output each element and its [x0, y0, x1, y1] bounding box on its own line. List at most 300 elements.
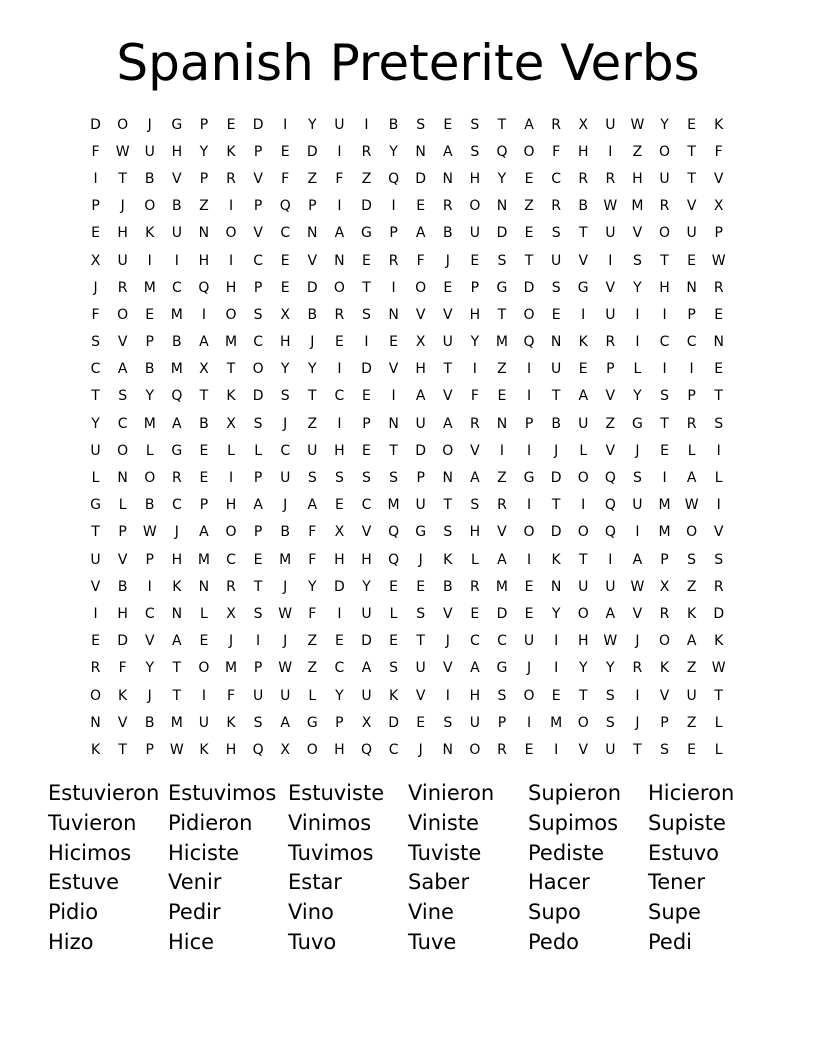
grid-letter: T — [226, 361, 236, 378]
word-bank-item: Vine — [408, 900, 454, 925]
grid-letter: E — [551, 687, 561, 704]
grid-letter: T — [172, 660, 182, 677]
grid-letter: O — [225, 524, 237, 541]
grid-letter: D — [361, 633, 372, 650]
grid-letter: N — [713, 334, 724, 351]
grid-letter: I — [201, 687, 206, 704]
grid-row — [82, 709, 732, 736]
grid-letter: X — [226, 415, 236, 432]
grid-letter: E — [145, 306, 155, 323]
grid-letter: F — [470, 388, 479, 405]
grid-letter: S — [551, 279, 561, 296]
grid-letter: J — [310, 334, 315, 351]
grid-letter: M — [279, 551, 292, 568]
grid-letter: I — [608, 143, 613, 160]
grid-letter: O — [117, 306, 129, 323]
grid-letter: W — [711, 660, 726, 677]
grid-letter: Q — [388, 524, 400, 541]
grid-letter: H — [171, 143, 183, 160]
grid-letter: O — [469, 198, 481, 215]
grid-letter: I — [581, 306, 586, 323]
grid-letter: Z — [307, 415, 318, 432]
grid-letter: S — [416, 116, 426, 133]
grid-letter: R — [551, 198, 561, 215]
grid-row — [82, 437, 732, 464]
grid-letter: L — [308, 687, 317, 704]
grid-letter: B — [117, 578, 128, 595]
grid-letter: T — [660, 252, 669, 269]
grid-letter: F — [226, 687, 236, 704]
grid-letter: V — [442, 605, 453, 622]
grid-letter: S — [389, 660, 399, 677]
grid-row — [82, 138, 732, 165]
grid-letter: M — [224, 334, 238, 351]
word-bank-item: Tuviste — [408, 840, 482, 865]
grid-letter: I — [716, 497, 721, 514]
grid-letter: T — [687, 143, 696, 160]
grid-letter: V — [415, 306, 426, 323]
grid-letter: S — [280, 388, 290, 405]
grid-letter: K — [226, 714, 236, 731]
grid-letter: Z — [307, 660, 318, 677]
grid-letter: N — [171, 605, 183, 622]
grid-row — [82, 628, 732, 655]
grid-letter: E — [334, 334, 344, 351]
grid-letter: I — [228, 198, 234, 215]
word-bank-item: Estar — [288, 870, 342, 895]
grid-letter: K — [443, 551, 453, 568]
grid-letter: Y — [606, 660, 615, 677]
grid-letter: R — [442, 198, 453, 215]
grid-letter: Q — [388, 170, 400, 187]
grid-letter: P — [687, 388, 696, 405]
grid-letter: A — [605, 605, 616, 622]
grid-letter: I — [716, 442, 721, 459]
grid-letter: M — [170, 714, 183, 731]
grid-letter: D — [361, 198, 372, 215]
grid-letter: U — [469, 225, 480, 242]
grid-letter: E — [660, 442, 669, 459]
grid-letter: P — [253, 660, 263, 677]
word-bank-item: Pidio — [48, 900, 99, 925]
grid-letter: P — [253, 198, 263, 215]
grid-letter: H — [117, 605, 128, 622]
grid-letter: V — [659, 687, 670, 704]
grid-letter: V — [361, 524, 372, 541]
grid-letter: C — [686, 334, 697, 351]
grid-letter: F — [335, 170, 344, 187]
grid-row — [82, 519, 732, 546]
grid-letter: L — [118, 497, 127, 514]
grid-letter: S — [307, 470, 317, 487]
grid-letter: I — [445, 687, 450, 704]
grid-letter: S — [470, 116, 480, 133]
grid-letter: T — [389, 442, 398, 459]
grid-letter: A — [117, 361, 128, 378]
grid-letter: S — [253, 605, 263, 622]
grid-letter: F — [118, 660, 127, 677]
grid-letter: D — [550, 470, 562, 487]
grid-row — [82, 193, 732, 220]
grid-letter: P — [335, 714, 344, 731]
grid-letter: E — [362, 252, 371, 269]
grid-letter: W — [630, 116, 645, 133]
grid-letter: D — [496, 605, 508, 622]
grid-row — [82, 356, 732, 383]
grid-letter: V — [117, 334, 128, 351]
grid-letter: W — [169, 741, 184, 758]
grid-letter: E — [362, 388, 371, 405]
grid-letter: H — [361, 551, 372, 568]
grid-letter: B — [388, 116, 399, 133]
grid-letter: P — [660, 714, 669, 731]
grid-letter: I — [526, 497, 532, 514]
grid-letter: M — [224, 660, 238, 677]
grid-letter: R — [551, 116, 561, 133]
grid-letter: F — [308, 524, 317, 541]
grid-letter: H — [334, 741, 345, 758]
grid-letter: O — [117, 442, 129, 459]
grid-row — [82, 329, 732, 356]
grid-letter: S — [497, 687, 507, 704]
grid-letter: V — [442, 306, 453, 323]
grid-letter: F — [91, 306, 100, 323]
grid-letter: N — [388, 306, 399, 323]
grid-letter: Y — [308, 361, 317, 378]
grid-letter: I — [283, 116, 288, 133]
grid-letter: K — [388, 687, 399, 704]
grid-letter: T — [199, 388, 209, 405]
grid-letter: U — [686, 225, 697, 242]
grid-letter: K — [659, 660, 670, 677]
grid-letter: S — [470, 497, 480, 514]
grid-letter: N — [415, 143, 426, 160]
grid-letter: T — [443, 497, 453, 514]
grid-letter: Q — [523, 334, 535, 351]
word-bank-item: Supe — [648, 900, 701, 925]
grid-letter: W — [603, 633, 618, 650]
grid-letter: B — [144, 170, 155, 187]
grid-letter: I — [554, 741, 559, 758]
grid-letter: D — [252, 116, 264, 133]
grid-letter: Y — [145, 388, 155, 405]
grid-letter: A — [199, 334, 209, 351]
grid-letter: L — [200, 605, 208, 622]
grid-letter: E — [524, 578, 534, 595]
grid-letter: Q — [252, 741, 264, 758]
grid-letter: L — [91, 470, 100, 487]
grid-letter: V — [497, 524, 507, 541]
grid-letter: G — [577, 279, 589, 296]
grid-letter: S — [253, 415, 263, 432]
grid-letter: R — [117, 279, 128, 296]
grid-letter: M — [170, 361, 183, 378]
grid-letter: J — [283, 415, 288, 432]
grid-letter: E — [578, 361, 588, 378]
grid-letter: A — [307, 497, 318, 514]
grid-letter: U — [415, 415, 426, 432]
grid-letter: M — [631, 198, 644, 215]
grid-letter: E — [280, 279, 290, 296]
grid-letter: J — [147, 116, 152, 133]
grid-letter: V — [578, 741, 589, 758]
grid-letter: A — [172, 633, 182, 650]
grid-letter: D — [415, 442, 427, 459]
grid-letter: O — [117, 116, 129, 133]
grid-letter: F — [91, 143, 100, 160]
grid-letter: O — [659, 143, 671, 160]
word-bank-item: Tener — [648, 870, 706, 895]
grid-letter: Y — [633, 388, 642, 405]
grid-letter: N — [442, 170, 453, 187]
grid-letter: J — [283, 633, 288, 650]
grid-letter: X — [415, 334, 426, 351]
grid-letter: Q — [604, 497, 616, 514]
grid-letter: U — [632, 497, 643, 514]
grid-letter: O — [577, 524, 589, 541]
grid-letter: N — [550, 334, 562, 351]
grid-letter: T — [714, 687, 723, 704]
word-bank-item: Hicimos — [48, 840, 132, 865]
word-bank-item: Venir — [168, 870, 222, 895]
grid-letter: W — [142, 524, 157, 541]
grid-letter: I — [147, 578, 152, 595]
grid-letter: Y — [145, 660, 155, 677]
grid-letter: O — [659, 225, 671, 242]
word-bank-item: Estuvo — [648, 840, 720, 865]
grid-letter: H — [469, 306, 481, 323]
grid-letter: Y — [362, 578, 371, 595]
grid-row — [82, 546, 732, 573]
grid-letter: Z — [686, 578, 697, 595]
grid-letter: I — [201, 306, 206, 323]
grid-letter: T — [308, 388, 317, 405]
grid-letter: U — [415, 660, 426, 677]
grid-letter: S — [253, 306, 263, 323]
grid-letter: R — [659, 198, 670, 215]
grid-letter: L — [254, 442, 263, 459]
grid-letter: B — [307, 306, 318, 323]
grid-letter: T — [578, 687, 588, 704]
grid-letter: X — [659, 578, 670, 595]
grid-letter: I — [174, 252, 179, 269]
grid-letter: O — [523, 687, 535, 704]
grid-letter: N — [334, 252, 345, 269]
grid-row — [82, 492, 732, 519]
grid-letter: V — [470, 442, 480, 459]
grid-letter: X — [280, 306, 290, 323]
grid-row — [82, 301, 732, 328]
grid-letter: U — [686, 687, 697, 704]
grid-letter: H — [415, 361, 426, 378]
grid-letter: E — [199, 470, 209, 487]
grid-letter: E — [524, 605, 534, 622]
grid-letter: X — [578, 116, 589, 133]
grid-letter: I — [608, 551, 613, 568]
grid-letter: O — [306, 741, 318, 758]
grid-letter: E — [687, 116, 697, 133]
grid-letter: Z — [605, 415, 616, 432]
grid-letter: N — [496, 415, 508, 432]
grid-letter: J — [635, 714, 640, 731]
grid-letter: W — [603, 198, 618, 215]
grid-letter: A — [524, 116, 534, 133]
grid-letter: Y — [199, 143, 209, 160]
grid-letter: Y — [578, 660, 588, 677]
grid-letter: D — [388, 714, 399, 731]
grid-letter: S — [362, 470, 371, 487]
grid-letter: C — [361, 497, 372, 514]
grid-letter: J — [635, 442, 640, 459]
grid-letter: P — [362, 415, 371, 432]
grid-letter: E — [443, 279, 453, 296]
grid-letter: M — [143, 415, 156, 432]
grid-letter: Z — [686, 714, 697, 731]
grid-letter: G — [415, 524, 427, 541]
grid-letter: I — [364, 334, 369, 351]
grid-letter: S — [687, 551, 697, 568]
grid-letter: Q — [360, 741, 372, 758]
grid-letter: E — [416, 578, 426, 595]
grid-row — [82, 464, 732, 491]
grid-letter: Y — [389, 143, 398, 160]
word-bank-item: Tuvieron — [48, 810, 137, 835]
grid-letter: T — [714, 388, 723, 405]
page-title: Spanish Preterite Verbs — [116, 34, 700, 92]
grid-letter: L — [145, 442, 154, 459]
grid-letter: J — [283, 578, 288, 595]
grid-letter: P — [416, 470, 425, 487]
grid-letter: F — [308, 605, 317, 622]
grid-letter: M — [658, 524, 671, 541]
grid-letter: L — [389, 605, 398, 622]
grid-letter: G — [171, 442, 183, 459]
grid-letter: V — [117, 551, 128, 568]
grid-letter: D — [252, 388, 264, 405]
grid-letter: J — [418, 741, 423, 758]
grid-letter: K — [199, 741, 209, 758]
grid-row — [82, 682, 732, 709]
grid-letter: B — [144, 714, 155, 731]
grid-letter: T — [253, 578, 263, 595]
grid-letter: I — [554, 633, 559, 650]
grid-letter: E — [416, 198, 426, 215]
grid-letter: U — [334, 116, 345, 133]
grid-letter: S — [632, 470, 642, 487]
grid-letter: P — [714, 225, 723, 242]
grid-letter: O — [469, 741, 481, 758]
grid-letter: P — [253, 524, 263, 541]
grid-letter: U — [659, 170, 670, 187]
grid-letter: I — [581, 497, 586, 514]
grid-letter: B — [280, 524, 290, 541]
word-bank-item: Supimos — [528, 810, 619, 835]
grid-letter: U — [605, 306, 616, 323]
word-bank-item: Pedir — [168, 900, 221, 925]
grid-letter: P — [660, 551, 669, 568]
grid-letter: Q — [279, 198, 291, 215]
grid-letter: N — [117, 470, 128, 487]
word-bank-item: Estuve — [48, 870, 120, 895]
grid-letter: R — [469, 415, 480, 432]
grid-letter: V — [172, 170, 182, 187]
grid-letter: X — [226, 605, 236, 622]
grid-letter: P — [524, 415, 534, 432]
grid-letter: C — [90, 361, 101, 378]
grid-letter: U — [144, 143, 155, 160]
grid-letter: Y — [91, 415, 100, 432]
grid-letter: R — [605, 334, 616, 351]
grid-letter: E — [389, 334, 398, 351]
grid-letter: R — [469, 578, 480, 595]
grid-letter: O — [686, 524, 698, 541]
word-bank-item: Pedi — [648, 929, 692, 954]
grid-letter: O — [577, 470, 589, 487]
grid-letter: E — [714, 306, 724, 323]
grid-letter: Q — [198, 279, 210, 296]
grid-letter: Y — [633, 279, 642, 296]
grid-letter: T — [497, 306, 507, 323]
grid-letter: U — [605, 116, 616, 133]
grid-letter: Z — [199, 198, 209, 215]
grid-letter: N — [496, 198, 508, 215]
word-bank-item: Hizo — [48, 929, 94, 954]
grid-letter: N — [686, 279, 697, 296]
grid-letter: I — [228, 252, 234, 269]
grid-letter: B — [172, 198, 182, 215]
word-bank-item: Saber — [408, 870, 470, 895]
grid-letter: U — [415, 497, 426, 514]
grid-letter: G — [361, 225, 372, 242]
grid-letter: A — [415, 388, 426, 405]
grid-letter: G — [523, 470, 535, 487]
word-bank-item: Vinieron — [408, 781, 495, 805]
grid-letter: H — [632, 170, 643, 187]
word-bank-item: Pediste — [528, 840, 605, 865]
grid-letter: C — [334, 388, 345, 405]
word-bank-item: Vinimos — [288, 810, 372, 835]
grid-letter: L — [579, 442, 588, 459]
grid-letter: U — [469, 714, 480, 731]
grid-letter: I — [337, 198, 342, 215]
grid-letter: I — [554, 660, 559, 677]
grid-letter: N — [90, 714, 101, 731]
grid-letter: P — [687, 306, 696, 323]
grid-letter: V — [578, 252, 589, 269]
grid-letter: P — [199, 497, 209, 514]
grid-letter: A — [632, 551, 643, 568]
grid-letter: A — [686, 470, 697, 487]
grid-letter: A — [172, 415, 182, 432]
grid-letter: H — [577, 143, 589, 160]
grid-letter: B — [442, 225, 453, 242]
grid-letter: C — [226, 551, 236, 568]
grid-letter: I — [526, 714, 532, 731]
grid-letter: W — [278, 605, 293, 622]
grid-letter: E — [389, 633, 398, 650]
grid-letter: H — [334, 551, 345, 568]
grid-letter: F — [552, 143, 561, 160]
grid-letter: M — [658, 497, 671, 514]
grid-letter: H — [334, 442, 345, 459]
word-bank-item: Hacer — [528, 870, 590, 895]
grid-letter: C — [253, 252, 263, 269]
grid-letter: G — [171, 116, 183, 133]
grid-letter: N — [388, 415, 399, 432]
grid-letter: P — [308, 198, 317, 215]
grid-letter: A — [442, 143, 453, 160]
grid-letter: D — [306, 279, 318, 296]
